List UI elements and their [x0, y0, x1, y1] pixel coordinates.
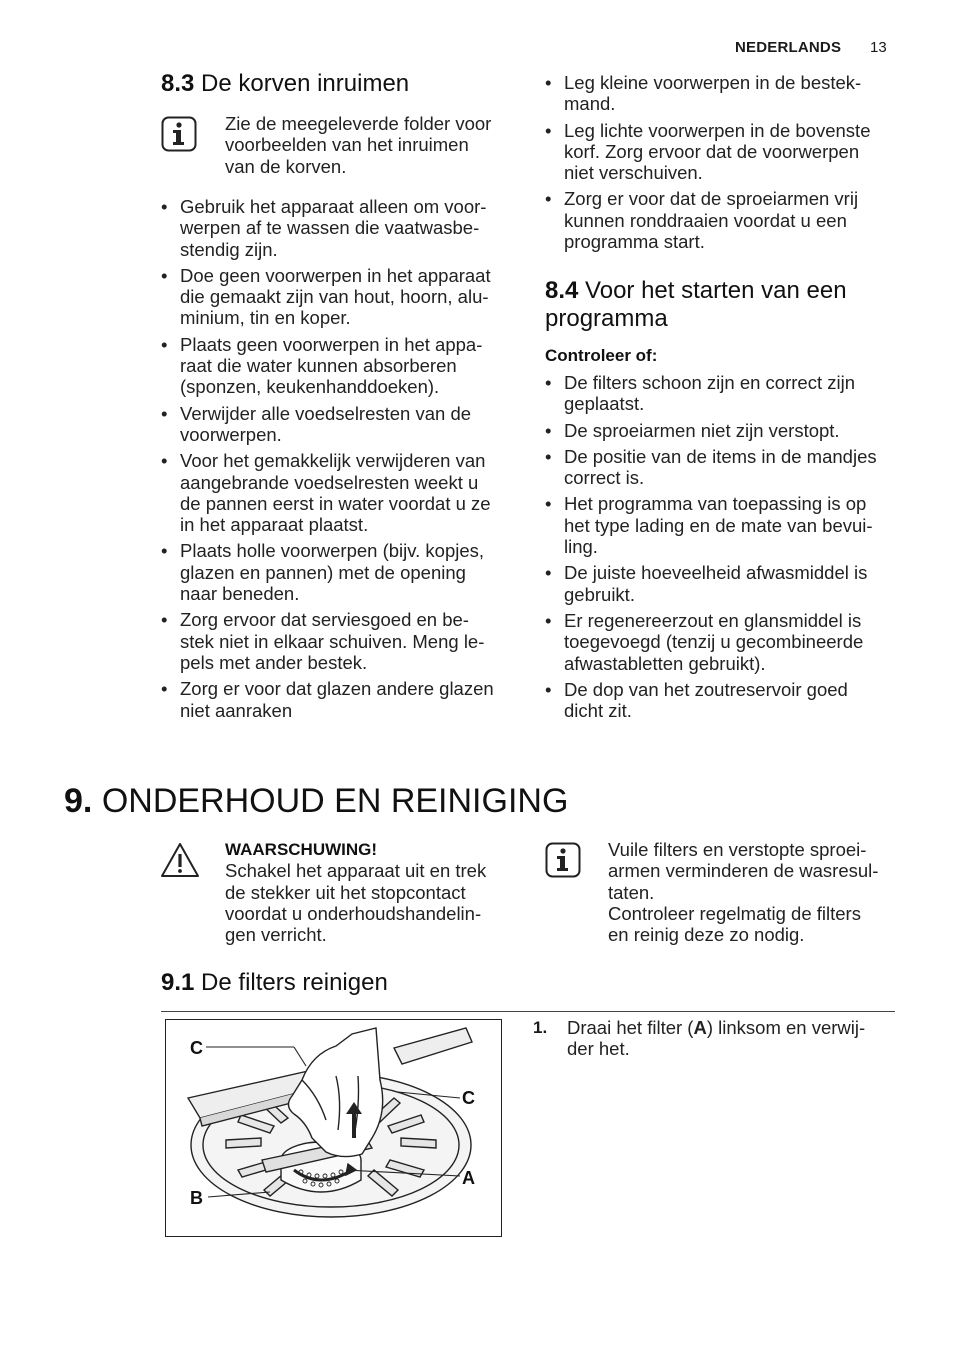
info-icon [161, 116, 197, 157]
page-number: 13 [870, 39, 887, 56]
list-item [545, 493, 905, 557]
list-item-line: • Plaats geen voorwerpen in het appa- [180, 333, 483, 355]
warning-block [225, 839, 515, 945]
list-item-line: mand. [564, 93, 616, 115]
warning-line: Schakel het apparaat uit en trek [225, 860, 487, 882]
chapter-title: ONDERHOUD EN REINIGING [101, 782, 569, 820]
list-item-line: • De juiste hoeveelheid afwasmiddel is [564, 562, 868, 584]
warning-icon [160, 842, 200, 883]
list-item-line: dicht zit. [564, 700, 632, 722]
filter-info-note [608, 839, 898, 945]
section-title: De filters reinigen [201, 969, 388, 996]
list-item-line: toegevoegd (tenzij u gecombineerde [564, 631, 864, 653]
list-item-line: in het apparaat plaatst. [180, 514, 369, 536]
list-item [161, 196, 516, 260]
info-line: Controleer regelmatig de filters [608, 902, 861, 924]
list-item-line: kunnen ronddraaien voordat u een [564, 209, 847, 231]
info-line: armen verminderen de wasresul- [608, 860, 879, 882]
list-item-line: • Leg lichte voorwerpen in de bovenste [564, 119, 871, 141]
section-number: 8.3 [161, 70, 195, 97]
list-item-line: • Gebruik het apparaat alleen om voor- [180, 196, 487, 217]
list-item-line: correct is. [564, 467, 645, 489]
warning-line: de stekker uit het stopcontact [225, 881, 466, 903]
list-item-line: (sponzen, keukenhanddoeken). [180, 376, 440, 398]
list-item [545, 120, 900, 184]
list-item [161, 334, 516, 398]
info-line: en reinig deze zo nodig. [608, 924, 805, 946]
list-item-line: • Er regenereerzout en glansmiddel is [564, 609, 862, 631]
step-text-pre: Draai het filter ( [567, 1017, 694, 1038]
list-item-line: werpen af te wassen die vaatwasbe- [180, 217, 480, 239]
check-label: Controleer of: [545, 346, 658, 365]
chapter-9-heading [64, 781, 568, 821]
list-item-line: • Leg kleine voorwerpen in de bestek- [564, 72, 862, 93]
section-title: De korven inruimen [201, 70, 410, 97]
list-item-line: geplaatst. [564, 393, 645, 415]
list-item-line: korf. Zorg ervoor dat de voorwerpen [564, 140, 860, 162]
list-item-line: • Plaats holle voorwerpen (bijv. kopjes, [180, 540, 485, 562]
list-item-line: niet aanraken [180, 699, 293, 721]
step-text-bold: A [693, 1017, 707, 1038]
list-item-line: stendig zijn. [180, 238, 278, 260]
list-item-line: • Zorg er voor dat de sproeiarmen vrij [564, 188, 859, 210]
header-language: NEDERLANDS [735, 39, 842, 56]
list-item-line: • De positie van de items in de mandjes [564, 445, 877, 467]
list-item-line: niet verschuiven. [564, 162, 703, 184]
list-item-line: ling. [564, 536, 598, 558]
list-item-line: glazen en pannen) met de opening [180, 561, 466, 583]
info-icon [545, 842, 581, 883]
list-item-line: • Het programma van toepassing is op [564, 493, 867, 515]
list-item-line: • Zorg er voor dat glazen andere glazen [180, 678, 494, 700]
list-item-line: pels met ander bestek. [180, 651, 368, 673]
step-text-post: ) linksom en verwij- [706, 1017, 866, 1038]
info-line: van de korven. [225, 155, 347, 177]
label-a: A [462, 1168, 475, 1188]
step-line-1 [567, 1017, 887, 1038]
list-item-line: gebruikt. [564, 583, 635, 605]
list-item [545, 446, 905, 489]
list-item [161, 450, 516, 535]
section-8-4-heading [545, 277, 905, 333]
list-item-line: • De sproeiarmen niet zijn verstopt. [564, 419, 840, 441]
section-8-3-heading [161, 70, 409, 98]
info-line: voorbeelden van het inruimen [225, 134, 469, 156]
warning-line: gen verricht. [225, 924, 327, 946]
list-item [161, 265, 516, 329]
section-title-line1: Voor het starten van een [585, 277, 847, 304]
list-item-line: de pannen eerst in water voordat u ze [180, 492, 491, 514]
step-text [567, 1017, 887, 1060]
warning-line: voordat u onderhoudshandelin- [225, 902, 482, 924]
loading-tips-list-continued [545, 72, 900, 257]
warning-title: WAARSCHUWING! [225, 840, 378, 859]
chapter-number: 9. [64, 782, 93, 820]
section-title-line2: programma [545, 305, 668, 332]
step-line-2: der het. [567, 1038, 630, 1060]
filter-illustration [165, 1019, 502, 1237]
list-item-line: aangebrande voedselresten weekt u [180, 471, 479, 493]
list-item-line: minium, tin en koper. [180, 307, 351, 329]
info-line: taten. [608, 881, 655, 903]
section-9-1-heading [161, 969, 388, 997]
loading-tips-list [161, 196, 516, 726]
list-item [545, 188, 900, 252]
list-item-line: raat die water kunnen absorberen [180, 355, 457, 377]
list-item-line: • Zorg ervoor dat serviesgoed en be- [180, 609, 469, 631]
step-number: 1. [533, 1018, 548, 1037]
info-line: Vuile filters en verstopte sproei- [608, 839, 867, 860]
list-item-line: programma start. [564, 231, 705, 253]
filter-drawing [166, 1020, 501, 1236]
list-item-line: • Doe geen voorwerpen in het apparaat [180, 264, 491, 286]
list-item-line: • Verwijder alle voedselresten van de [180, 402, 472, 424]
list-item [545, 562, 905, 605]
list-item-line: • De filters schoon zijn en correct zijn [564, 372, 855, 393]
label-b: B [190, 1188, 203, 1208]
list-item [161, 678, 516, 721]
label-c-right: C [462, 1088, 475, 1108]
list-item [161, 609, 516, 673]
info-line: Zie de meegeleverde folder voor [225, 113, 492, 134]
list-item-line: voorwerpen. [180, 423, 282, 445]
list-item-line: • De dop van het zoutreservoir goed [564, 678, 848, 700]
list-item-line: stek niet in elkaar schuiven. Meng le- [180, 630, 485, 652]
list-item-line: • Voor het gemakkelijk verwijderen van [180, 450, 486, 472]
list-item-line: het type lading en de mate van bevui- [564, 514, 873, 536]
list-item [545, 610, 905, 674]
list-item [545, 372, 905, 415]
list-item [545, 420, 905, 441]
section-number: 9.1 [161, 969, 195, 996]
start-checklist [545, 372, 905, 726]
list-item [545, 72, 900, 115]
info-note [225, 113, 515, 177]
label-c-top: C [190, 1038, 203, 1058]
list-item [161, 540, 516, 604]
list-item [161, 403, 516, 446]
section-number: 8.4 [545, 277, 579, 304]
list-item [545, 679, 905, 722]
list-item-line: die gemaakt zijn van hout, hoorn, alu- [180, 286, 489, 308]
list-item-line: naar beneden. [180, 583, 300, 605]
section-divider [161, 1011, 895, 1012]
list-item-line: afwastabletten gebruikt). [564, 652, 766, 674]
